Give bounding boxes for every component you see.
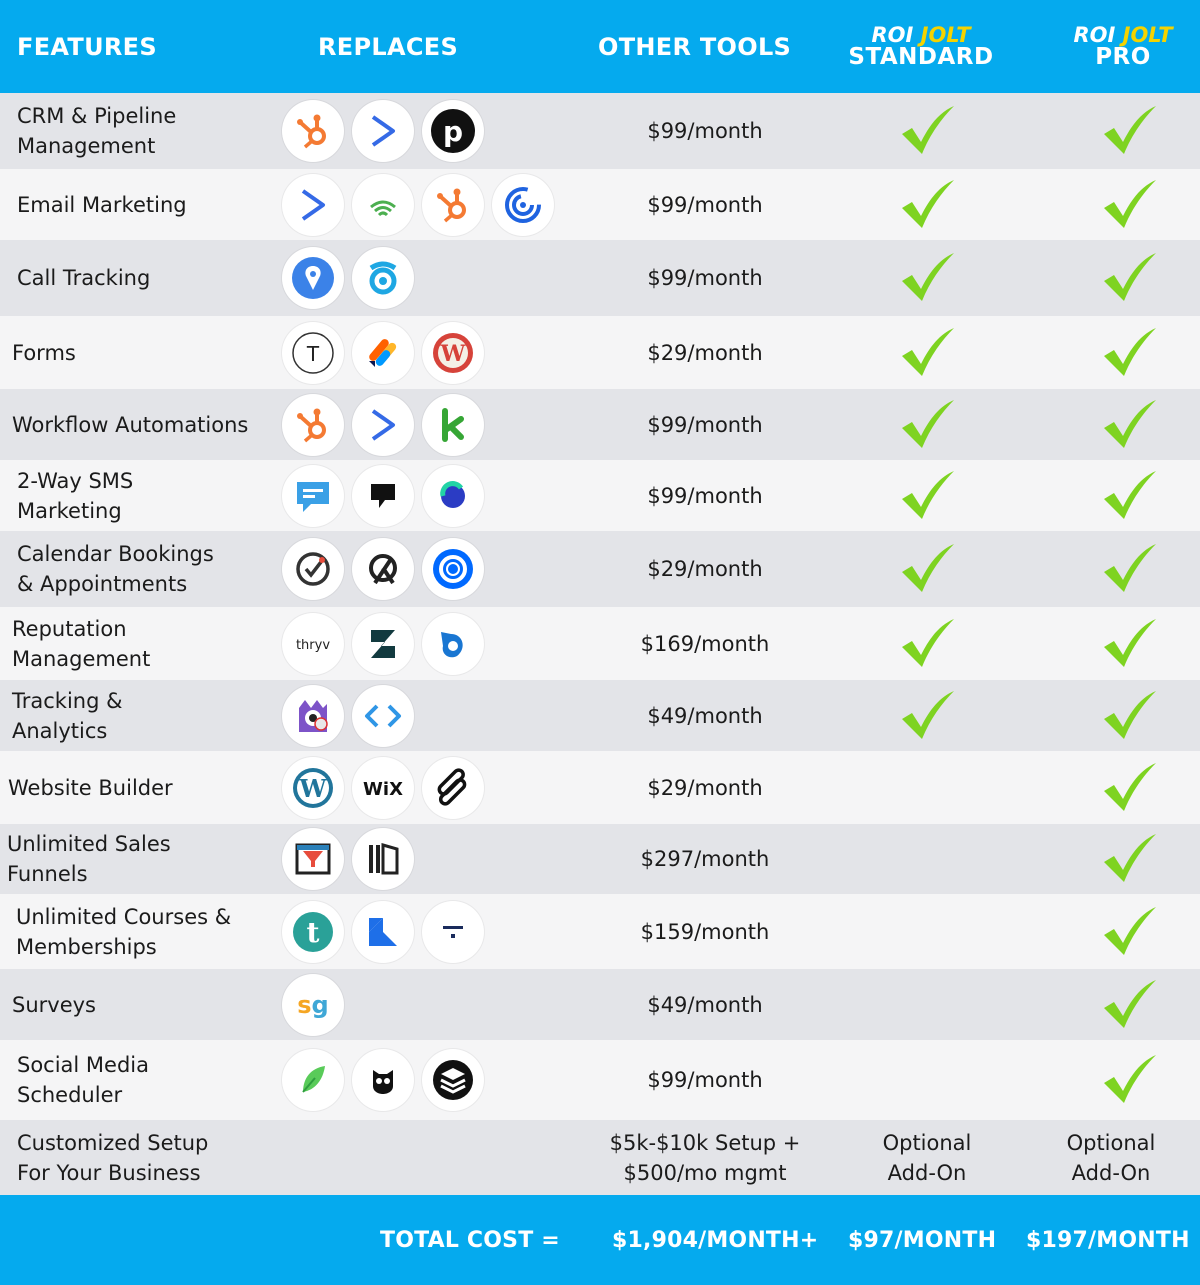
replaced-tools-logos xyxy=(282,969,344,1040)
standard-check-icon xyxy=(898,251,958,305)
feature-name xyxy=(12,969,282,1040)
feature-name xyxy=(12,680,282,751)
svg-text:thryv: thryv xyxy=(295,637,331,653)
thryv-logo xyxy=(282,613,344,675)
hubspot-logo xyxy=(282,394,344,456)
surveygizmo-logo xyxy=(282,974,344,1036)
feature-name-line2: Scheduler xyxy=(17,1083,123,1107)
other-tools-price xyxy=(590,1120,820,1195)
feature-name-line2: & Appointments xyxy=(17,572,188,596)
q-logo xyxy=(352,538,414,600)
pro-check-icon xyxy=(1100,178,1160,232)
pro-check-icon xyxy=(1100,326,1160,380)
standard-check-icon xyxy=(898,617,958,671)
feature-name xyxy=(12,316,282,389)
pro-check-icon xyxy=(1100,978,1160,1032)
other-tools-price: $99/month xyxy=(647,266,763,290)
other-tools-price: $99/month xyxy=(647,119,763,143)
pro-check-icon xyxy=(1100,832,1160,886)
svg-text:p: p xyxy=(442,115,464,148)
feature-name-line2: Funnels xyxy=(7,862,88,886)
wordpress-logo xyxy=(282,757,344,819)
feature-name-line1: Reputation xyxy=(12,616,127,641)
wufoo-logo xyxy=(422,322,484,384)
thinkific-logo xyxy=(422,901,484,963)
table-row xyxy=(0,1040,1200,1120)
table-row xyxy=(0,894,1200,969)
pro-check-icon xyxy=(1100,689,1160,743)
feature-name xyxy=(17,1040,287,1120)
hubspot-logo xyxy=(282,100,344,162)
replaced-tools-logos xyxy=(282,607,484,680)
pro-addon-note xyxy=(1026,1120,1196,1195)
activecampaign-logo xyxy=(282,174,344,236)
feature-name-line2: Marketing xyxy=(17,498,122,523)
feature-name-line1: CRM & Pipeline xyxy=(17,104,177,128)
replaced-tools-logos xyxy=(282,169,554,240)
standard-brand-logo: ROI JOLT xyxy=(871,23,971,47)
standard-check-icon xyxy=(898,326,958,380)
pro-check-icon xyxy=(1100,469,1160,523)
squarespace-logo xyxy=(422,757,484,819)
standard-check-icon xyxy=(898,398,958,452)
other-tools-price: $99/month xyxy=(647,412,763,437)
table-header xyxy=(0,0,1200,93)
table-row xyxy=(0,240,1200,316)
kajabi-logo xyxy=(352,901,414,963)
addon-line1: Optional xyxy=(1066,1130,1156,1155)
features-column-header: FEATURES xyxy=(17,32,157,61)
feature-name-line1: Surveys xyxy=(12,992,96,1017)
keap-logo xyxy=(422,394,484,456)
replaced-tools-logos xyxy=(282,93,484,169)
table-row xyxy=(0,316,1200,389)
table-row xyxy=(0,680,1200,751)
pro-check-icon xyxy=(1100,617,1160,671)
feature-name xyxy=(7,824,277,894)
replaced-tools-logos xyxy=(282,531,484,607)
feature-name-line2: Management xyxy=(17,134,156,158)
callrail-logo xyxy=(282,247,344,309)
pro-brand-logo: ROI JOLT xyxy=(1073,23,1173,47)
table-row xyxy=(0,460,1200,531)
feature-name-line1: Calendar Bookings xyxy=(17,542,214,566)
standard-check-icon xyxy=(898,178,958,232)
standard-check-icon xyxy=(898,469,958,523)
table-row xyxy=(0,751,1200,824)
z-logo xyxy=(352,613,414,675)
pro-check-icon xyxy=(1100,1053,1160,1107)
other-tools-price: $99/month xyxy=(647,192,763,217)
feature-name xyxy=(16,894,286,969)
wifi-logo xyxy=(352,174,414,236)
replaced-tools-logos xyxy=(282,240,414,316)
replaced-tools-logos xyxy=(282,460,484,531)
jotform-logo xyxy=(352,322,414,384)
pro-check-icon xyxy=(1100,761,1160,815)
pro-check-icon xyxy=(1100,398,1160,452)
pro-check-icon xyxy=(1100,104,1160,158)
pro-tier-label: PRO xyxy=(1095,44,1151,70)
feature-name-line1: Unlimited Courses & xyxy=(16,904,232,929)
standard-check-icon xyxy=(898,689,958,743)
svg-text:t: t xyxy=(306,915,320,949)
standard-plan-header xyxy=(836,24,1006,68)
feature-name xyxy=(17,460,287,531)
pro-total: $197/MONTH xyxy=(1026,1227,1190,1253)
replaced-tools-logos xyxy=(282,824,414,894)
table-row xyxy=(0,1120,1200,1195)
sprout-logo xyxy=(282,1049,344,1111)
table-row xyxy=(0,824,1200,894)
feature-name-line1: 2-Way SMS xyxy=(17,468,134,493)
pipedrive-logo xyxy=(422,100,484,162)
other-tools-price: $99/month xyxy=(647,1068,763,1092)
price-line2: $500/mo mgmt xyxy=(623,1160,787,1185)
feature-name-line1: Social Media xyxy=(17,1053,150,1077)
addon-line2: Add-On xyxy=(1071,1160,1151,1185)
feature-name-line1: Unlimited Sales xyxy=(7,832,171,856)
standard-check-icon xyxy=(898,104,958,158)
table-row xyxy=(0,93,1200,169)
other-tools-price: $49/month xyxy=(647,703,763,728)
activecampaign-logo xyxy=(352,100,414,162)
replaced-tools-logos xyxy=(282,316,484,389)
svg-text:sg: sg xyxy=(297,990,329,1019)
svg-text:W: W xyxy=(440,340,466,367)
other-tools-price: $29/month xyxy=(647,775,763,800)
total-cost-label: TOTAL COST = xyxy=(380,1227,560,1253)
svg-text:T: T xyxy=(306,341,320,366)
pro-check-icon xyxy=(1100,251,1160,305)
monsterinsights-logo xyxy=(282,685,344,747)
feature-name xyxy=(12,607,282,680)
feature-name-line2: For Your Business xyxy=(17,1160,201,1185)
addon-line1: Optional xyxy=(882,1130,972,1155)
feature-name-line1: Workflow Automations xyxy=(12,412,249,437)
simpletexting-logo xyxy=(422,465,484,527)
feature-name xyxy=(17,1120,287,1195)
pro-check-icon xyxy=(1100,542,1160,596)
feature-name xyxy=(8,751,278,824)
table-row xyxy=(0,389,1200,460)
code-logo xyxy=(352,685,414,747)
total-cost-bar xyxy=(0,1195,1200,1285)
replaces-column-header: REPLACES xyxy=(318,32,459,61)
other-tools-column-header: OTHER TOOLS xyxy=(598,32,792,61)
feature-name xyxy=(12,389,282,460)
ring-logo xyxy=(352,247,414,309)
feature-name-line2: Memberships xyxy=(16,934,157,959)
standard-tier-label: STANDARD xyxy=(848,44,994,70)
standard-addon-note xyxy=(842,1120,1012,1195)
pro-plan-header xyxy=(1038,24,1200,68)
wix-logo xyxy=(352,757,414,819)
other-tools-price: $169/month xyxy=(640,631,770,656)
feature-name-line1: Website Builder xyxy=(8,775,173,800)
replaced-tools-logos xyxy=(282,894,484,969)
podium-logo xyxy=(352,465,414,527)
standard-check-icon xyxy=(898,542,958,596)
hootsuite-logo xyxy=(352,1049,414,1111)
other-tools-price: $159/month xyxy=(640,919,770,944)
acuity-logo xyxy=(282,538,344,600)
price-line1: $5k-$10k Setup + xyxy=(609,1130,801,1155)
hubspot-logo xyxy=(422,174,484,236)
replaced-tools-logos xyxy=(282,680,414,751)
feature-name-line1: Forms xyxy=(12,340,76,365)
leadpages-logo xyxy=(352,828,414,890)
feature-name-line2: Analytics xyxy=(12,718,108,743)
constant-contact-logo xyxy=(492,174,554,236)
table-row xyxy=(0,607,1200,680)
other-tools-price: $29/month xyxy=(647,557,763,581)
other-tools-price: $29/month xyxy=(647,340,763,365)
replaced-tools-logos xyxy=(282,1040,484,1120)
feature-name-line1: Customized Setup xyxy=(17,1130,209,1155)
svg-text:WiX: WiX xyxy=(363,778,403,800)
other-tools-price: $49/month xyxy=(647,992,763,1017)
feature-name xyxy=(17,169,287,240)
feature-name-line1: Tracking & xyxy=(12,688,123,713)
replaced-tools-logos xyxy=(282,389,484,460)
other-tools-price: $99/month xyxy=(647,483,763,508)
feature-name xyxy=(17,240,287,316)
table-row xyxy=(0,969,1200,1040)
feature-name-line1: Call Tracking xyxy=(17,266,151,290)
typeform-logo xyxy=(282,322,344,384)
feature-name xyxy=(17,93,287,169)
standard-total: $97/MONTH xyxy=(848,1227,997,1253)
birdeye-logo xyxy=(422,613,484,675)
table-row xyxy=(0,169,1200,240)
buffer-logo xyxy=(422,1049,484,1111)
feature-name-line1: Email Marketing xyxy=(17,192,187,217)
feature-name-line2: Management xyxy=(12,646,151,671)
other-tools-total: $1,904/MONTH+ xyxy=(612,1227,819,1253)
feature-name xyxy=(17,531,287,607)
calendly-logo xyxy=(422,538,484,600)
pro-check-icon xyxy=(1100,905,1160,959)
table-row xyxy=(0,531,1200,607)
teachable-logo xyxy=(282,901,344,963)
other-tools-price: $297/month xyxy=(640,847,770,871)
replaced-tools-logos xyxy=(282,751,484,824)
textmagic-logo xyxy=(282,465,344,527)
addon-line2: Add-On xyxy=(887,1160,967,1185)
activecampaign-logo xyxy=(352,394,414,456)
clickfunnels-logo xyxy=(282,828,344,890)
svg-text:W: W xyxy=(299,773,327,803)
